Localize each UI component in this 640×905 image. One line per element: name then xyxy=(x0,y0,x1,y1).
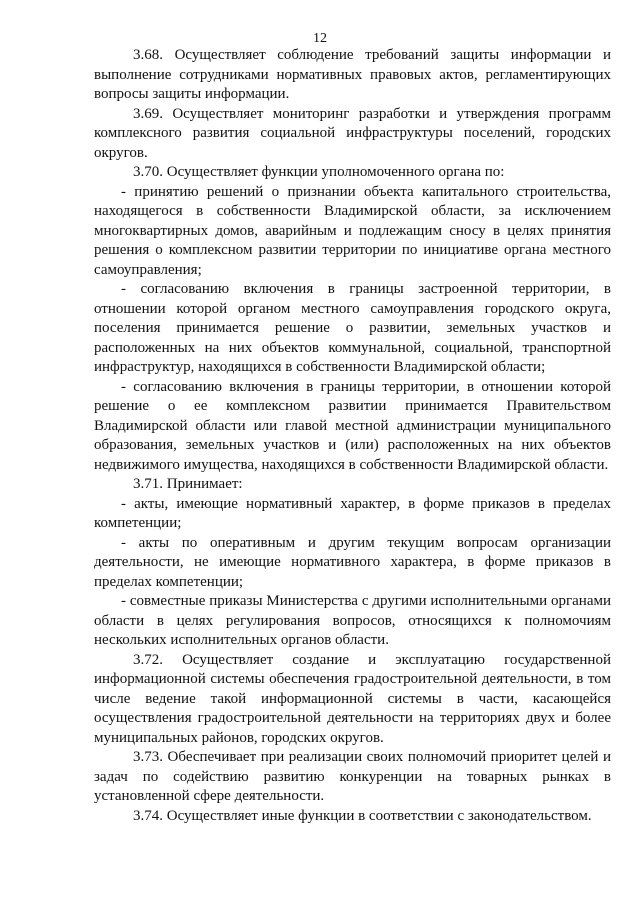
paragraph-3-71: 3.71. Принимает: xyxy=(133,476,243,492)
list-item: - акты по оперативным и другим текущим вопросам организации деятельности, не имеющие нормативного характера, в форме приказов в пределах компетенции; xyxy=(94,534,611,590)
page-number: 12 xyxy=(313,31,327,46)
paragraph-3-70: 3.70. Осуществляет функции уполномоченного органа по: xyxy=(133,164,505,180)
list-item: - согласованию включения в границы территории, в отношении которой решение о ее комплексном развитии принимается Правительством Владимирской области или главой местной администрации муниципального образования, земельных участков и (или) расположенных на них объектов недвижимого имущества, находящихся в собственности Владимирской области. xyxy=(94,378,611,473)
paragraph-3-73: 3.73. Обеспечивает при реализации своих полномочий приоритет целей и задач по содействию развитию конкуренции на товарных рынках в установленной сфере деятельности. xyxy=(94,749,611,804)
list-item: - принятию решений о признании объекта капитального строительства, находящегося в собственности Владимирской области, за исключением многоквартирных домов, аварийным и подлежащим сносу в целях принятия решения о комплексном развитии территории по инициативе органа местного самоуправления; xyxy=(94,183,611,278)
list-item: - акты, имеющие нормативный характер, в форме приказов в пределах компетенции; xyxy=(94,495,611,531)
paragraph-3-72: 3.72. Осуществляет создание и эксплуатацию государственной информационной системы обеспечения градостроительной деятельности, в том числе ведение такой информационной системы в части, касающейся осуществления градостроительной деятельности на территориях двух и более муниципальных районов, городских округов. xyxy=(94,651,611,746)
list-item: - согласованию включения в границы застроенной территории, в отношении которой органом местного самоуправления городского округа, поселения принимается решение о развитии, земельных участков и расположенных на них объектов коммунальной, социальной, транспортной инфраструктур, находящихся в собственности Владимирской области; xyxy=(94,281,611,375)
paragraph-3-69: 3.69. Осуществляет мониторинг разработки и утверждения программ комплексного развития социальной инфраструктуры поселений, городских округов. xyxy=(94,105,611,161)
document-body xyxy=(94,46,611,826)
list-item: - совместные приказы Министерства с другими исполнительными органами области в целях регулирования вопросов, относящихся к полномочиям нескольких исполнительных органов области. xyxy=(94,593,611,648)
paragraph-3-68: 3.68. Осуществляет соблюдение требований защиты информации и выполнение сотрудниками нормативных правовых актов, регламентирующих вопросы защиты информации. xyxy=(94,47,611,102)
paragraph-3-74: 3.74. Осуществляет иные функции в соответствии с законодательством. xyxy=(133,807,592,824)
